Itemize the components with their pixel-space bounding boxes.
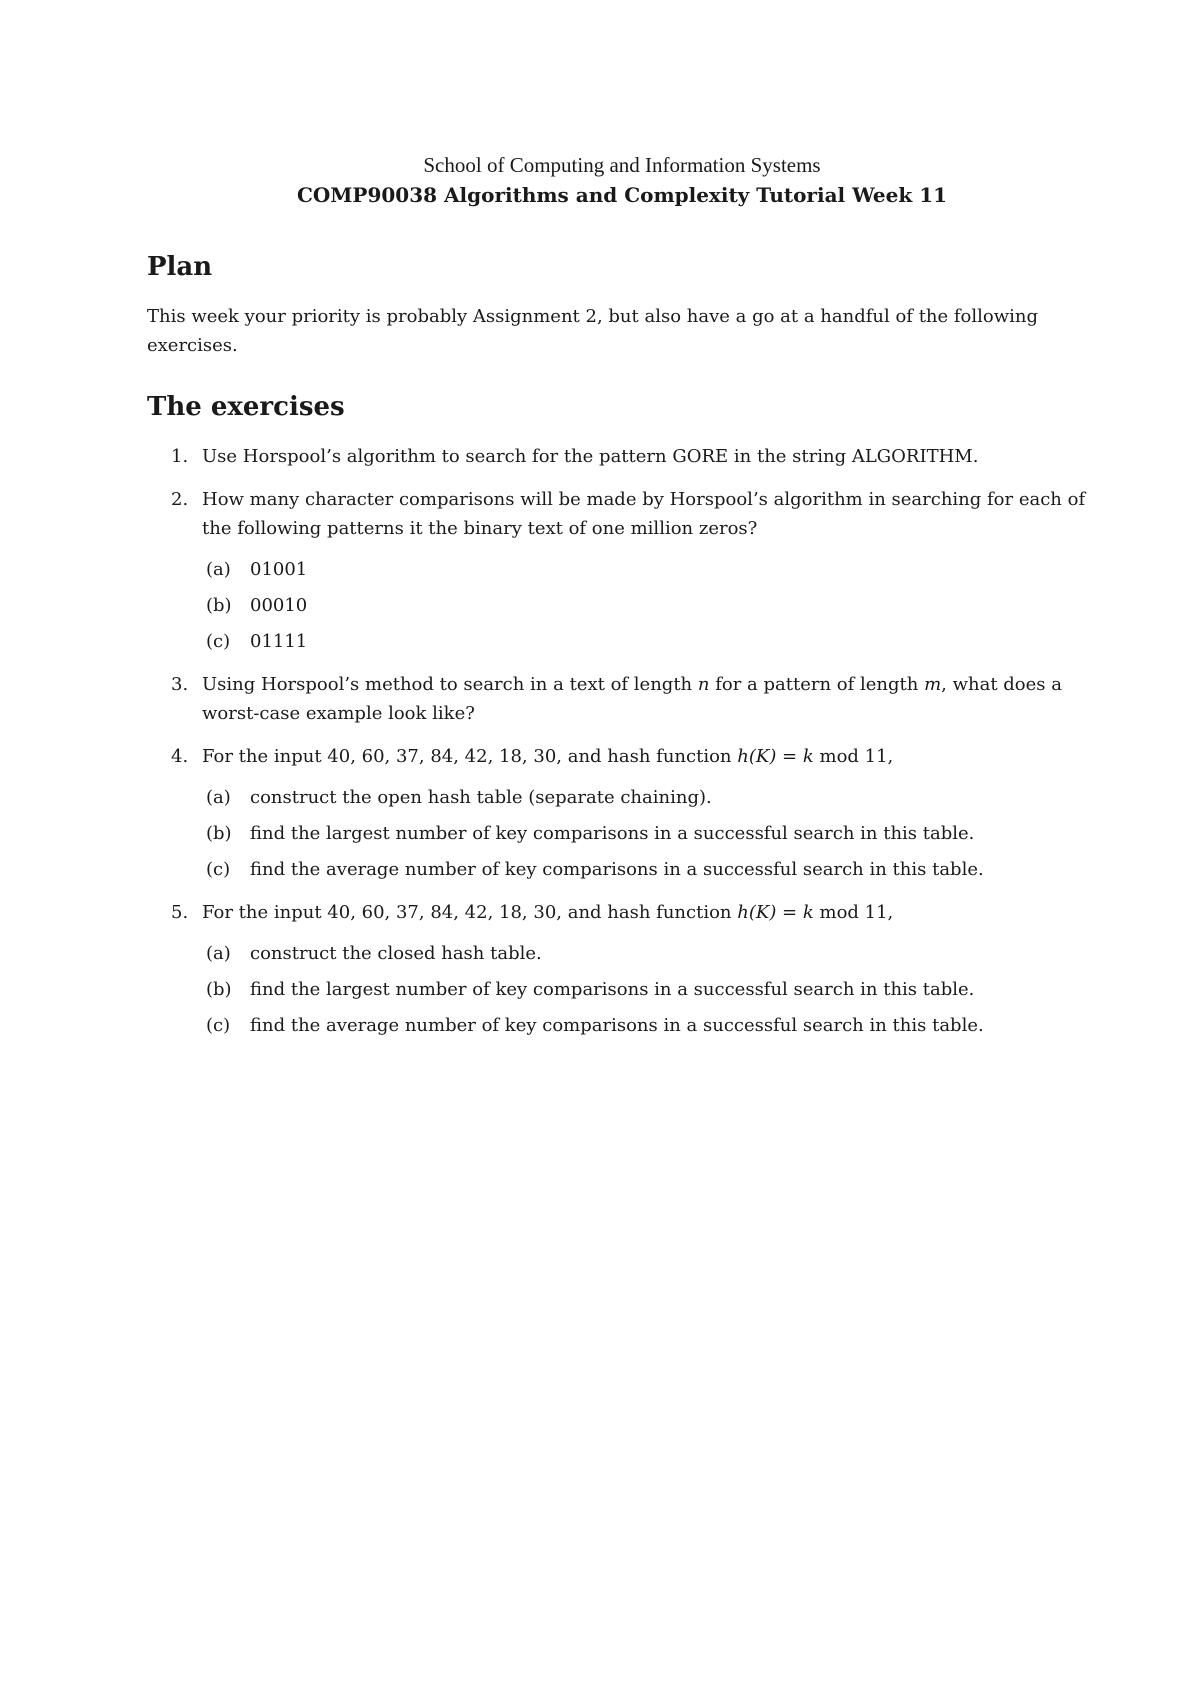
exercise-number: 2. [171, 489, 189, 510]
exercise-text-part: For the input 40, 60, 37, 84, 42, 18, 30, and hash function [202, 902, 738, 923]
document-header [147, 150, 1097, 210]
exercise-5 [147, 898, 1097, 1040]
sub-question-label: (a) [206, 559, 231, 580]
sub-question [202, 555, 1097, 584]
math-variable-m: m [924, 674, 942, 695]
exercise-text-part: mod 11, [813, 746, 894, 767]
sub-question-text: construct the open hash table (separate chaining). [250, 787, 712, 808]
sub-question-text: find the average number of key comparisons in a successful search in this table. [250, 1015, 984, 1036]
math-variable-n: n [697, 674, 710, 695]
plan-heading: Plan [147, 252, 213, 282]
sub-question-label: (b) [206, 595, 232, 616]
sub-question-label: (a) [206, 943, 231, 964]
sub-question-label: (b) [206, 979, 232, 1000]
exercise-2 [147, 485, 1097, 656]
sub-question-list [202, 783, 1097, 884]
exercise-text-part: , what does a worst-case example look like? [202, 674, 1062, 724]
sub-question [202, 819, 1097, 848]
exercise-text: How many character comparisons will be made by Horspool’s algorithm in searching for each of the following patterns it the binary text of one million zeros? [202, 489, 1086, 539]
sub-question-list [202, 555, 1097, 656]
exercise-text-part: For the input 40, 60, 37, 84, 42, 18, 30, and hash function [202, 746, 738, 767]
exercise-number: 1. [171, 446, 189, 467]
exercise-number: 3. [171, 674, 189, 695]
sub-question-text: construct the closed hash table. [250, 943, 542, 964]
exercises-heading: The exercises [147, 392, 345, 422]
sub-question-label: (b) [206, 823, 232, 844]
sub-question-text: 01001 [250, 559, 308, 580]
exercise-text-part: mod 11, [813, 902, 894, 923]
sub-question-label: (c) [206, 859, 231, 880]
exercise-number: 4. [171, 746, 189, 767]
sub-question [202, 975, 1097, 1004]
sub-question-list [202, 939, 1097, 1040]
sub-question [202, 783, 1097, 812]
sub-question [202, 855, 1097, 884]
exercise-number: 5. [171, 902, 189, 923]
sub-question-label: (c) [206, 1015, 231, 1036]
hash-formula: h(K) = k [737, 746, 814, 767]
exercise-3 [147, 670, 1097, 728]
exercise-list [147, 442, 1097, 1040]
exercise-4 [147, 742, 1097, 884]
exercise-text-part: for a pattern of length [709, 674, 925, 695]
course-title: COMP90038 Algorithms and Complexity Tutorial Week 11 [296, 183, 948, 207]
sub-question-label: (a) [206, 787, 231, 808]
document-page [147, 150, 1097, 1054]
sub-question-text: 01111 [250, 631, 308, 652]
sub-question-text: find the largest number of key comparisons in a successful search in this table. [250, 979, 975, 1000]
sub-question [202, 939, 1097, 968]
sub-question [202, 1011, 1097, 1040]
sub-question [202, 591, 1097, 620]
school-name: School of Computing and Information Systems [423, 153, 821, 177]
exercise-text: Use Horspool’s algorithm to search for the pattern GORE in the string ALGORITHM. [202, 446, 979, 467]
sub-question [202, 627, 1097, 656]
exercise-text-part: Using Horspool’s method to search in a text of length [202, 674, 698, 695]
hash-formula: h(K) = k [737, 902, 814, 923]
plan-text: This week your priority is probably Assignment 2, but also have a go at a handful of the following exercises. [147, 306, 1039, 356]
sub-question-text: find the average number of key comparisons in a successful search in this table. [250, 859, 984, 880]
sub-question-label: (c) [206, 631, 231, 652]
sub-question-text: 00010 [250, 595, 308, 616]
exercise-1 [147, 442, 1097, 471]
sub-question-text: find the largest number of key comparisons in a successful search in this table. [250, 823, 975, 844]
